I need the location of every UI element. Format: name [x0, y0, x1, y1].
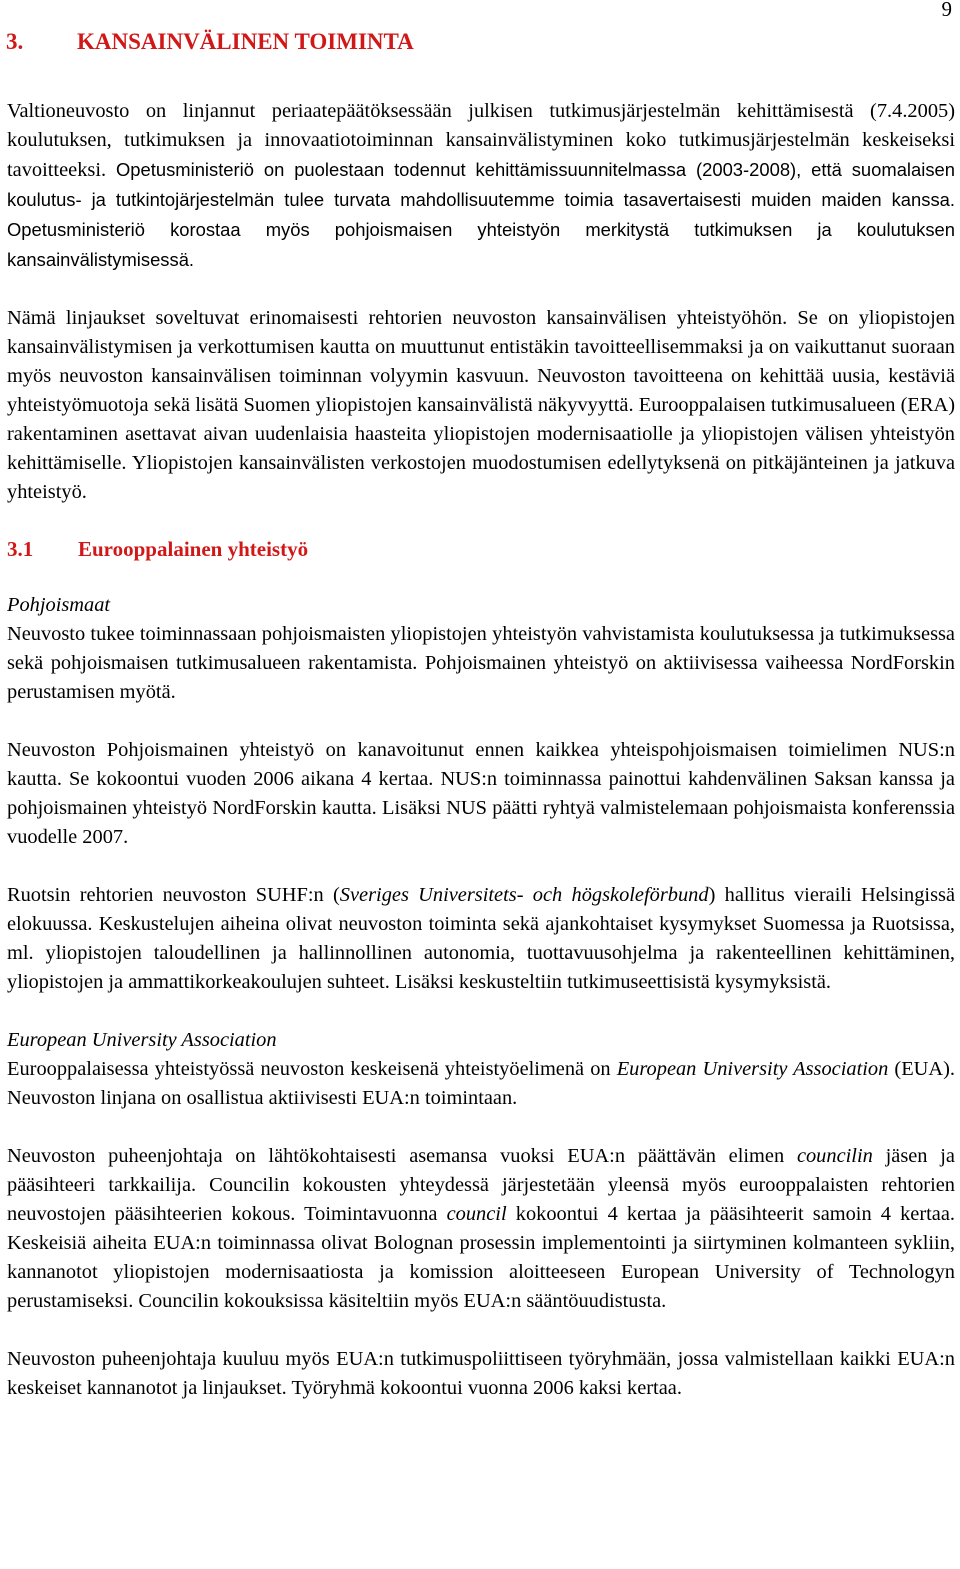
nordic-p3-italic: Sveriges Universitets- och högskoleförbund	[339, 884, 709, 906]
section-title: KANSAINVÄLINEN TOIMINTA	[77, 29, 414, 54]
eua-paragraph-2	[7, 1142, 955, 1316]
section-number: 3.	[6, 29, 24, 54]
eua-p1-part-a: Eurooppalaisessa yhteistyössä neuvoston keskeisenä yhteistyöelimenä on	[7, 1058, 617, 1080]
intro-paragraph	[7, 97, 955, 275]
intro-paragraph-part-b: Opetusministeriö on puolestaan todennut kehittämissuunnitelmassa (2003-2008), että suomalaisen koulutus- ja tutkintojärjestelmän tulee turvata mahdollisuutemme toimia tasavertaisesti muiden maiden kanssa. Opetusministeriö korostaa myös pohjoismaisen yhteistyön merkitystä tutkimuksen ja koulutuksen kansainvälistymisessä.	[7, 159, 955, 270]
nordic-p3-part-a: Ruotsin rehtorien neuvoston SUHF:n (	[7, 884, 340, 906]
eua-paragraph-3: Neuvoston puheenjohtaja kuuluu myös EUA:n tutkimuspoliittiseen työryhmään, jossa valmistellaan kaikki EUA:n keskeiset kannanotot ja linjaukset. Työryhmä kokoontui vuonna 2006 kaksi kertaa.	[7, 1348, 955, 1399]
section-heading-3-1	[7, 536, 955, 562]
eua-p2-part-b: jäsen ja pääsihteeri tarkkailija. Councilin kokousten yhteydessä järjestetään yleensä myös eurooppalaisten rehtorien neuvostojen pääsihteerien kokous. Toimintavuonna	[7, 1145, 955, 1225]
nordic-paragraph-3	[7, 881, 955, 997]
eua-p2-italic-1: councilin	[796, 1145, 873, 1167]
eua-p1-italic: European University Association	[616, 1058, 889, 1080]
eua-p2-part-a: Neuvoston puheenjohtaja on lähtökohtaisesti asemansa vuoksi EUA:n päättävän elimen	[7, 1145, 797, 1167]
intro-paragraph-part-a: Valtioneuvosto on linjannut periaatepäätöksessään julkisen tutkimusjärjestelmän kehittämisestä (7.4.2005) koulutuksen, tutkimuksen ja innovaatiotoiminnan kansainvälistyminen koko tutkimusjärjestelmän keskeiseksi tavoitteeksi.	[7, 100, 955, 181]
eua-p1-part-b: (EUA). Neuvoston linjana on osallistua aktiivisesti EUA:n toimintaan.	[7, 1058, 956, 1109]
nordic-paragraph-1: Neuvosto tukee toiminnassaan pohjoismaisten yliopistojen yhteistyön vahvistamista koulutuksessa ja tutkimuksessa sekä pohjoismaisen tutkimusalueen rakentamista. Pohjoismainen yhteistyö on aktiivisessa vaiheessa NordForskin perustamisen myötä.	[7, 623, 955, 703]
eua-lead: European University Association	[7, 1029, 277, 1051]
section-heading-3	[6, 28, 955, 56]
policy-paragraph: Nämä linjaukset soveltuvat erinomaisesti rehtorien neuvoston kansainvälisen yhteistyöhön. Se on yliopistojen kansainvälistymisen ja verkottumisen kautta on muuttunut entistäkin tavoitteellisemmaksi ja on vaikuttanut suoraan myös neuvoston kansainvälisen toiminnan volyymin kasvuun. Neuvoston tavoitteena on kehittää uusia, kestäviä yhteistyömuotoja sekä lisätä Suomen yliopistojen kansainvälistä näkyvyyttä. Eurooppalaisen tutkimusalueen (ERA) rakentaminen asettavat aivan uudenlaisia haasteita yliopistojen modernisaatiolle ja yliopistojen välisen yhteistyön kehittämiselle. Yliopistojen kansainvälisten verkostojen muodostumisen edellytyksenä on pitkäjänteinen ja jatkuva yhteistyö.	[7, 307, 955, 503]
eua-paragraph-1	[7, 1055, 955, 1113]
subsection-number: 3.1	[7, 537, 34, 561]
nordic-p3-part-b: ) hallitus vieraili Helsingissä elokuussa. Keskustelujen aiheina olivat neuvoston toiminta sekä ajankohtaiset kysymykset Suomessa ja Ruotsissa, ml. yliopistojen taloudellinen ja hallinnollinen autonomia, tuottavuusohjelma ja rakenteellinen kehittäminen, yliopistojen ja ammattikorkeakoulujen suhteet. Lisäksi keskusteltiin tutkimuseettisistä kysymyksistä.	[7, 884, 956, 993]
document-body	[7, 28, 955, 1403]
nordic-paragraph-2: Neuvoston Pohjoismainen yhteistyö on kanavoitunut ennen kaikkea yhteispohjoismaisen toimielimen NUS:n kautta. Se kokoontui vuoden 2006 aikana 4 kertaa. NUS:n toiminnassa painottui kahdenvälinen Saksan kanssa ja pohjoismainen yhteistyö NordForskin kautta. Lisäksi NUS päätti ryhtyä valmistelemaan pohjoismaista konferenssia vuodelle 2007.	[7, 739, 955, 848]
subsection-title: Eurooppalainen yhteistyö	[78, 537, 309, 561]
eua-p2-part-c: kokoontui 4 kertaa ja pääsihteerit samoin 4 kertaa. Keskeisiä aiheita EUA:n toiminnassa olivat Bolognan prosessin implementointi ja siirtyminen kolmanteen sykliin, kannanotot yliopistojen modernisaatiosta ja komission aloitteeseen European University of Technologyn perustamiseksi. Councilin kokouksissa käsiteltiin myös EUA:n sääntöuudistusta.	[7, 1203, 955, 1312]
page-number: 9	[941, 0, 952, 21]
eua-p2-italic-2: council	[446, 1203, 507, 1225]
nordic-lead: Pohjoismaat	[7, 594, 111, 616]
